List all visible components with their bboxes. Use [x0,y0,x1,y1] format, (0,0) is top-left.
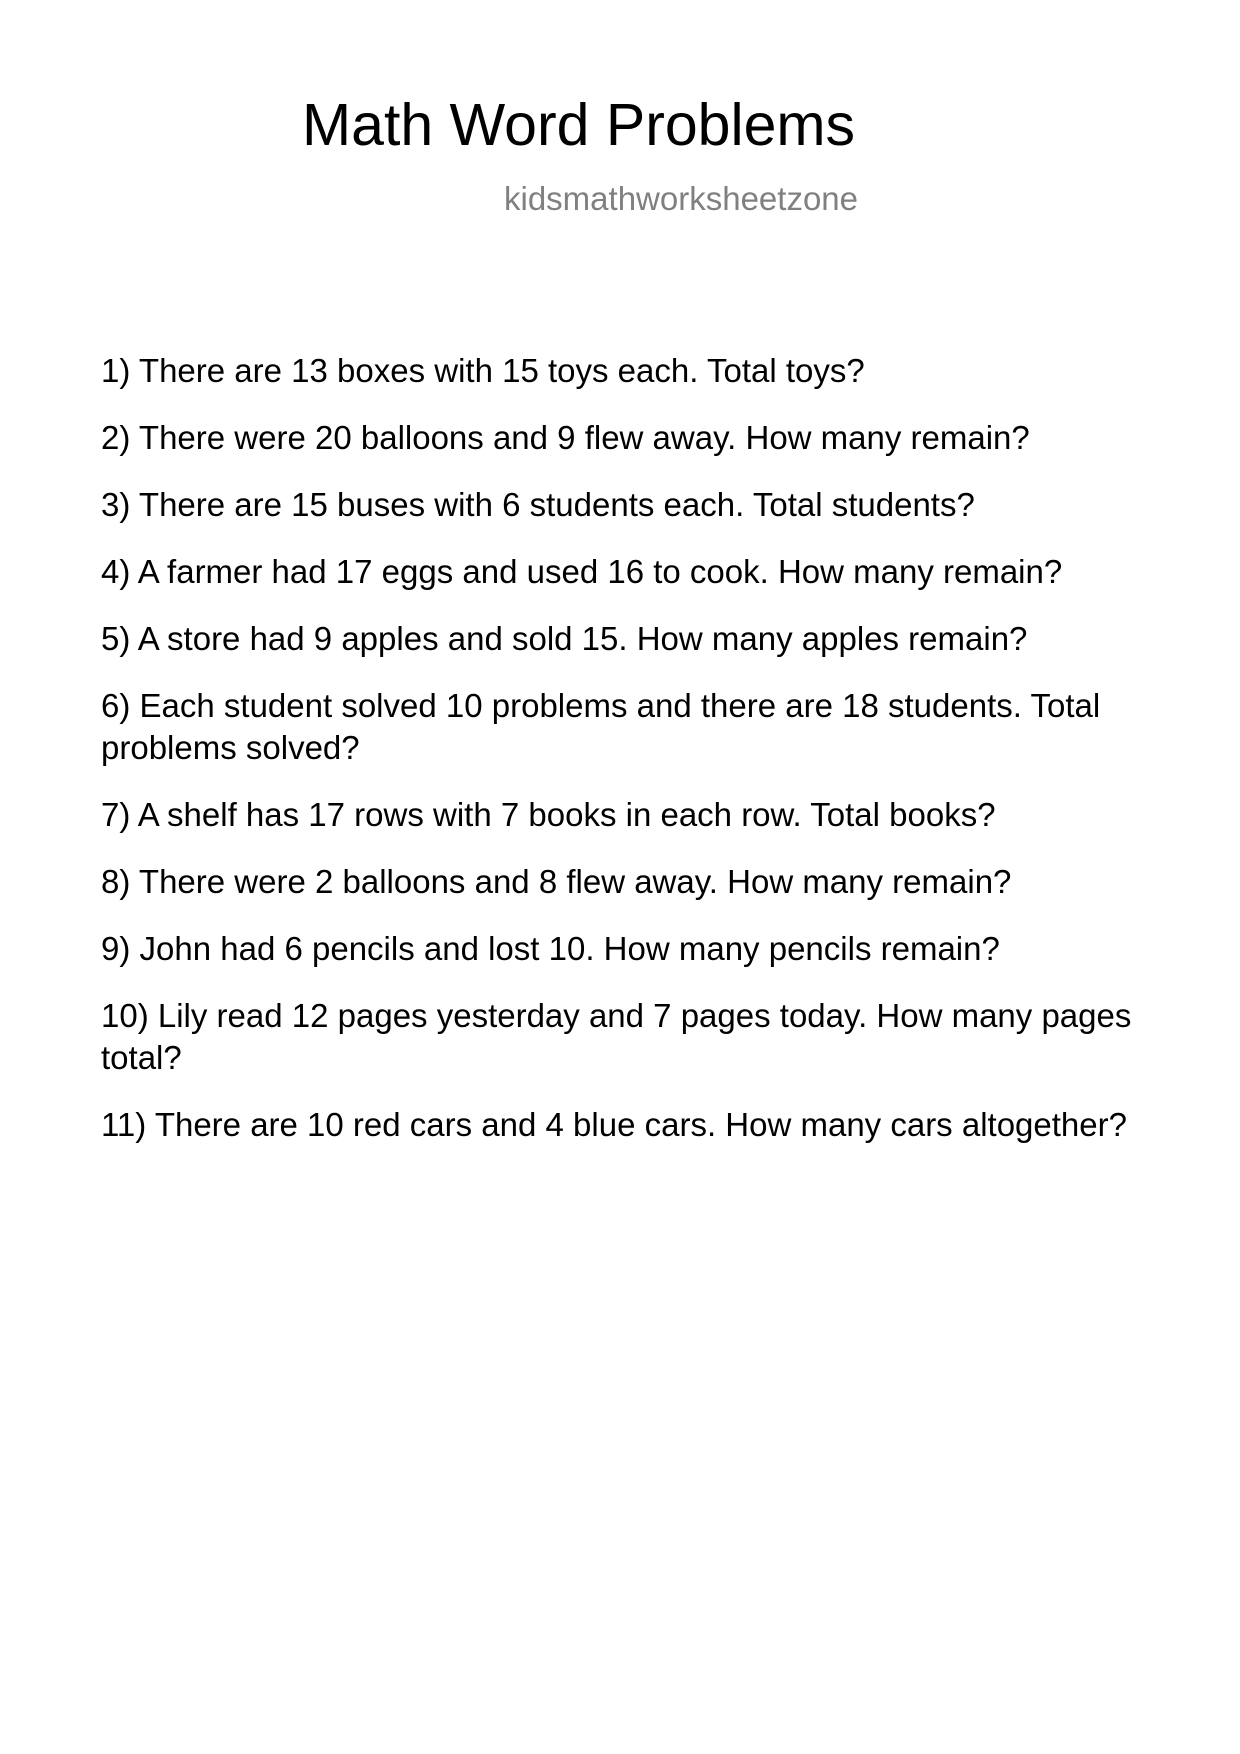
problem-item-7: 7) A shelf has 17 rows with 7 books in each row. Total books? [101,796,996,833]
problem-list [101,350,1151,1171]
problem-item-3: 3) There are 15 buses with 6 students each. Total students? [101,486,975,523]
problem-item-4: 4) A farmer had 17 eggs and used 16 to cook. How many remain? [101,553,1063,590]
page-title: Math Word Problems [302,92,856,158]
problem-item-8: 8) There were 2 balloons and 8 flew away. How many remain? [101,863,1012,900]
problem-item-2: 2) There were 20 balloons and 9 flew away. How many remain? [101,419,1030,456]
problem-item-6: 6) Each student solved 10 problems and there are 18 students. Total problems solved? [101,687,1101,766]
problem-item-1: 1) There are 13 boxes with 15 toys each. Total toys? [101,352,865,389]
site-name: kidsmathworksheetzone [504,180,859,217]
problem-item-5: 5) A store had 9 apples and sold 15. How many apples remain? [101,620,1028,657]
problem-item-10: 10) Lily read 12 pages yesterday and 7 pages today. How many pages total? [101,997,1132,1076]
problem-item-9: 9) John had 6 pencils and lost 10. How many pencils remain? [101,930,1000,967]
problem-item-11: 11) There are 10 red cars and 4 blue cars. How many cars altogether? [101,1106,1127,1143]
